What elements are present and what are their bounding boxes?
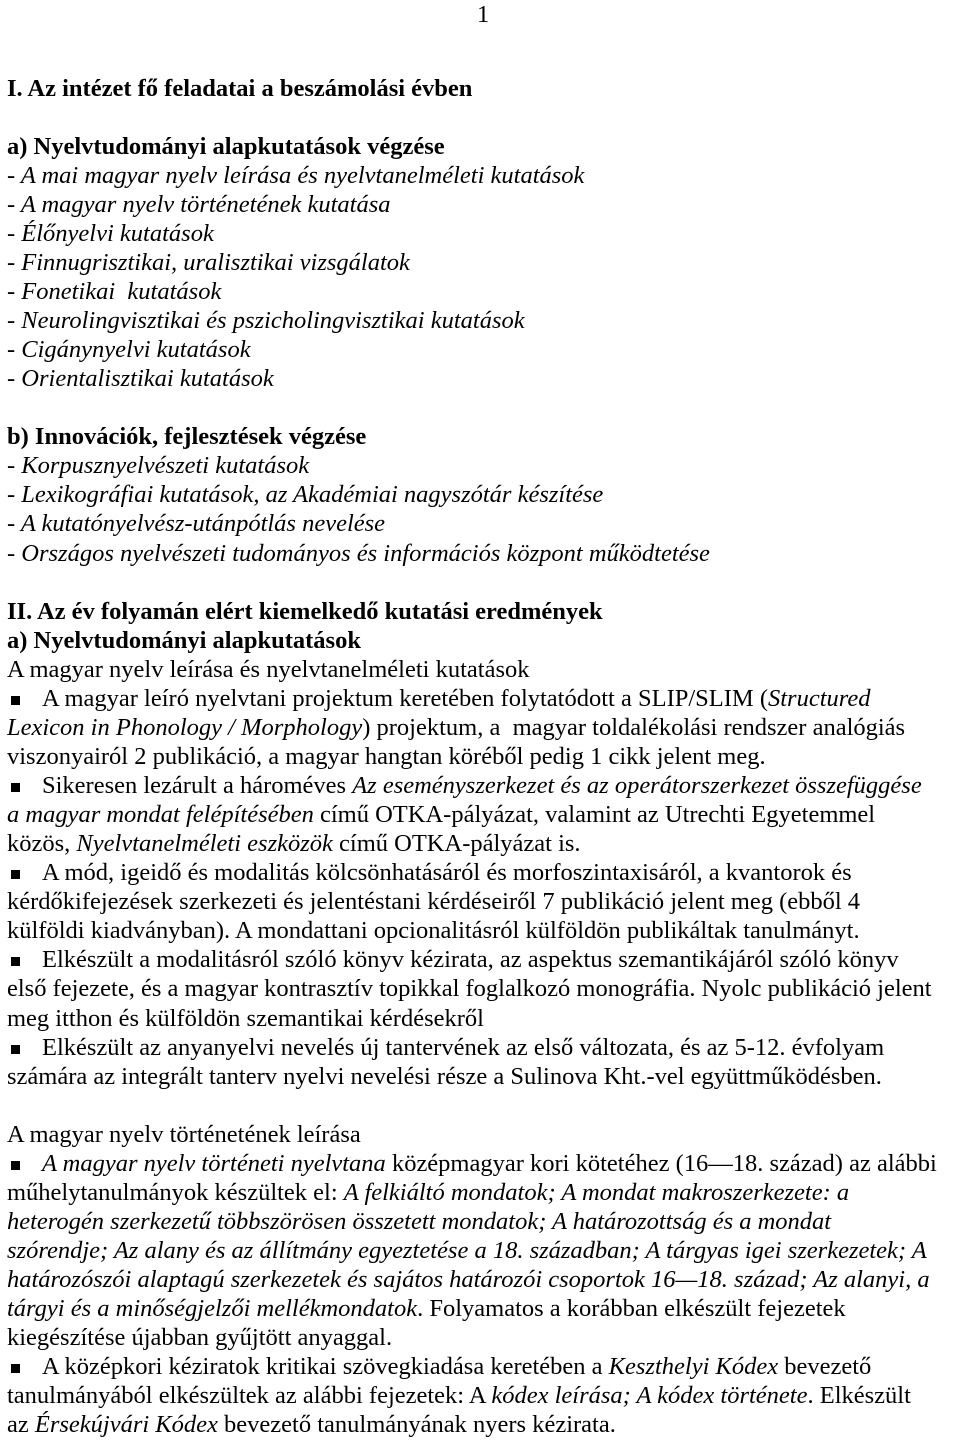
text-line xyxy=(7,858,958,887)
topic-heading: A magyar nyelv leírása és nyelvtanelméleti kutatások xyxy=(7,655,530,683)
topic-heading: A magyar nyelv történetének leírása xyxy=(7,1120,361,1148)
list-item: - Korpusznyelvészeti kutatások xyxy=(7,452,310,480)
list-item: - Finnugrisztikai, uralisztikai vizsgálatok xyxy=(7,248,410,276)
text-run: tanulmányából elkészültek az alábbi fejezetek: A xyxy=(7,1382,492,1410)
list-item: - Cigánynyelvi kutatások xyxy=(7,336,251,364)
text-line xyxy=(7,1294,958,1323)
bullet-paragraph xyxy=(7,858,958,945)
section-1-group-a-heading: a) Nyelvtudományi alapkutatások végzése xyxy=(7,132,445,160)
text-run: A középkori kéziratok kritikai szövegkiadása keretében a xyxy=(42,1353,609,1381)
text-line xyxy=(7,1062,958,1091)
square-bullet-icon xyxy=(11,1045,20,1054)
text-run: . Folyamatos a korábban elkészült fejezetek xyxy=(417,1295,852,1323)
text-line xyxy=(7,887,958,916)
text-line xyxy=(7,1381,958,1410)
italic-title-run: a magyar mondat felépítésében xyxy=(7,801,314,829)
italic-title-run: Lexicon in Phonology / Morphology xyxy=(7,713,363,741)
text-run: bevezető xyxy=(778,1353,878,1381)
italic-title-run: Nyelvtanelméleti eszközök xyxy=(76,830,333,858)
list-item: - A mai magyar nyelv leírása és nyelvtanelméleti kutatások xyxy=(7,161,585,189)
italic-title-run: szórendje; Az alany és az állítmány egyeztetése a 18. században; A tárgyas igei szerkezetek; A xyxy=(7,1237,933,1264)
blank-line xyxy=(7,1091,958,1120)
text-run: bevezető tanulmányának nyers kézirata. xyxy=(217,1411,616,1439)
text-line xyxy=(7,684,958,713)
text-line xyxy=(7,1004,958,1033)
text-line xyxy=(7,1207,958,1236)
text-run: kérdőkifejezések szerkezeti és jelentéstani kérdéseiről 7 publikáció jelent meg (ebből 4 xyxy=(7,888,867,916)
list-item: - Fonetikai kutatások xyxy=(7,277,222,305)
text-run: ) projektum, a magyar toldalékolási rendszer analógiás xyxy=(362,713,912,741)
text-run: külföldi kiadványban). A mondattani opcionalitásról külföldön publikáltak tanulmányt. xyxy=(7,917,860,945)
text-run: című OTKA-pályázat is. xyxy=(332,830,581,858)
bullet-paragraph xyxy=(7,684,958,771)
italic-title-run: Az eseményszerkezet és az operátorszerkezet összefüggése xyxy=(352,772,928,799)
section-2-subheading: a) Nyelvtudományi alapkutatások xyxy=(7,626,361,654)
text-run: középmagyar kori kötetéhez (16—18. század) az alábbi xyxy=(385,1149,943,1177)
list-item: - Élőnyelvi kutatások xyxy=(7,219,214,247)
square-bullet-icon xyxy=(11,783,20,792)
text-run: számára az integrált tanterv nyelvi nevelési része a Sulinova Kht.-vel együttműködésben. xyxy=(7,1062,882,1090)
text-line xyxy=(7,713,958,742)
list-item: - Orientalisztikai kutatások xyxy=(7,365,274,393)
italic-title-run: heterogén szerkezetű többszörösen összetett mondatok; A határozottság és a mondat xyxy=(7,1207,838,1235)
italic-title-run: határozószói alaptagú szerkezetek és sajátos határozói csoportok 16—18. század; Az alanyi, a xyxy=(7,1266,936,1294)
list-item: - Lexikográfiai kutatások, az Akadémiai nagyszótár készítése xyxy=(7,481,604,509)
text-run: A magyar leíró nyelvtani projektum keretében folytatódott a SLIP/SLIM ( xyxy=(42,684,768,712)
list-item: - Neurolingvisztikai és pszicholingvisztikai kutatások xyxy=(7,307,525,334)
list-item: - A kutatónyelvész-utánpótlás nevelése xyxy=(7,510,386,538)
section-2-title: II. Az év folyamán elért kiemelkedő kutatási eredmények xyxy=(7,597,603,625)
text-line xyxy=(7,742,958,771)
text-line xyxy=(7,916,958,945)
text-line xyxy=(7,945,958,974)
text-run: Elkészült az anyanyelvi nevelés új tantervének az első változata, és az 5-12. évfolyam xyxy=(42,1033,891,1061)
blank-line xyxy=(7,103,958,132)
text-run: A mód, igeidő és modalitás kölcsönhatásáról és morfoszintaxisáról, a kvantorok és xyxy=(42,859,858,887)
text-run: az xyxy=(7,1411,35,1439)
italic-title-run: kódex leírása; A kódex története xyxy=(491,1382,808,1410)
text-line xyxy=(7,1352,958,1381)
text-line xyxy=(7,1178,958,1207)
text-run: . Elkészült xyxy=(807,1382,918,1410)
bullet-paragraph xyxy=(7,1149,958,1352)
text-line xyxy=(7,1033,958,1062)
text-run: első fejezete, és a magyar kontrasztív topikkal foglalkozó monográfia. Nyolc publikáció jelent xyxy=(7,975,938,1003)
italic-title-run: Keszthelyi Kódex xyxy=(608,1353,779,1381)
bullet-paragraph xyxy=(7,1352,958,1439)
square-bullet-icon xyxy=(11,1364,20,1373)
text-run: című OTKA-pályázat, valamint az Utrechti Egyetemmel xyxy=(313,801,882,829)
text-line xyxy=(7,1149,958,1178)
square-bullet-icon xyxy=(11,957,20,966)
text-line xyxy=(7,974,958,1003)
italic-title-run: tárgyi és a minőségjelzői mellékmondatok xyxy=(7,1295,418,1323)
text-run: viszonyairól 2 publikáció, a magyar hangtan köréből pedig 1 cikk jelent meg. xyxy=(7,742,766,770)
page-number: 1 xyxy=(477,1,490,28)
text-line xyxy=(7,829,958,858)
square-bullet-icon xyxy=(11,1161,20,1170)
square-bullet-icon xyxy=(11,696,20,705)
document-body xyxy=(7,74,958,1440)
text-line xyxy=(7,1236,958,1265)
list-item: - Országos nyelvészeti tudományos és információs központ működtetése xyxy=(7,539,710,567)
square-bullet-icon xyxy=(11,870,20,879)
text-run: meg itthon és külföldön szemantikai kérdésekről xyxy=(7,1004,484,1032)
text-line xyxy=(7,1265,958,1294)
text-run: Elkészült a modalitásról szóló könyv kézirata, az aspektus szemantikájáról szóló könyv xyxy=(42,946,905,974)
italic-title-run: A magyar nyelv történeti nyelvtana xyxy=(42,1149,386,1177)
text-run: kiegészítése újabban gyűjtött anyaggal. xyxy=(7,1324,393,1352)
text-line xyxy=(7,800,958,829)
text-run: Sikeresen lezárult a hároméves xyxy=(42,772,353,799)
section-1-group-b-heading: b) Innovációk, fejlesztések végzése xyxy=(7,423,367,451)
text-line xyxy=(7,1323,958,1352)
text-line xyxy=(7,771,958,800)
section-1-title: I. Az intézet fő feladatai a beszámolási évben xyxy=(7,74,473,102)
blank-line xyxy=(7,568,958,597)
bullet-paragraph xyxy=(7,945,958,1032)
text-line xyxy=(7,1410,958,1439)
italic-title-run: A felkiáltó mondatok; A mondat makroszerkezete: a xyxy=(343,1178,856,1206)
list-item: - A magyar nyelv történetének kutatása xyxy=(7,190,391,218)
text-run: műhelytanulmányok készültek el: xyxy=(7,1178,344,1206)
blank-line xyxy=(7,393,958,422)
bullet-paragraph xyxy=(7,771,958,858)
italic-title-run: Érsekújvári Kódex xyxy=(34,1411,218,1439)
italic-title-run: Structured xyxy=(767,684,877,712)
bullet-paragraph xyxy=(7,1033,958,1091)
text-run: közös, xyxy=(7,830,77,858)
